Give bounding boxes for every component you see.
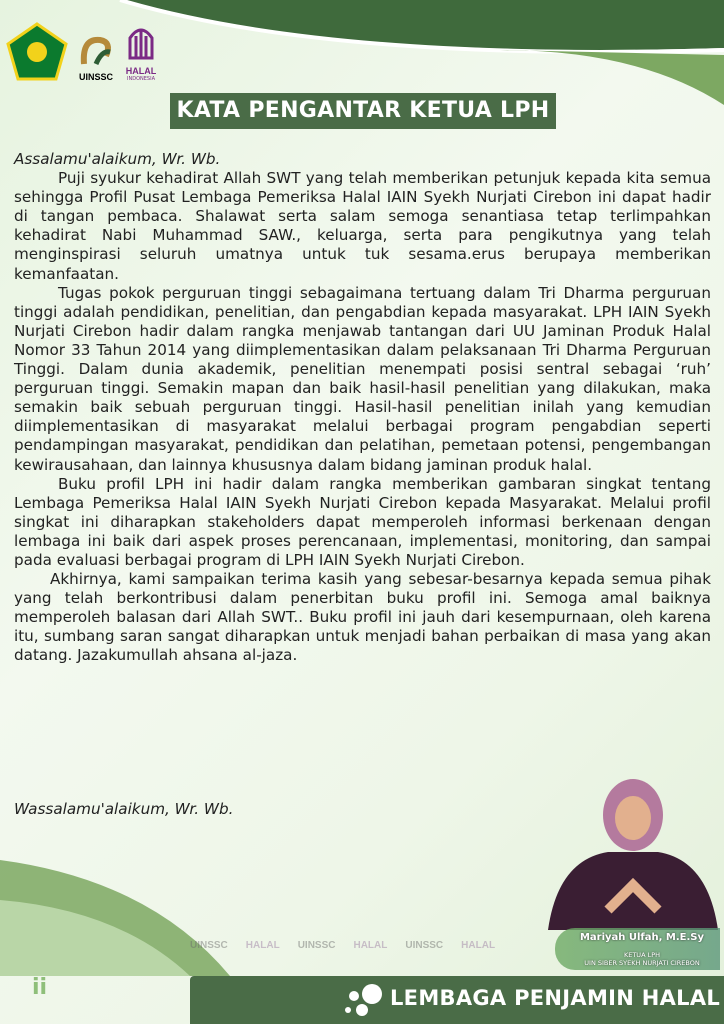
letter-body [14, 150, 711, 666]
signatory-photo [548, 770, 718, 930]
dots-logo-icon [342, 982, 386, 1018]
signatory-name: Mariyah Ulfah, M.E.Sy [579, 932, 705, 943]
page-title: KATA PENGANTAR KETUA LPH [170, 93, 556, 129]
uinssc-logo: UINSSC [76, 30, 116, 82]
closing: Wassalamu'alaikum, Wr. Wb. [14, 800, 234, 818]
paragraph: Buku profil LPH ini hadir dalam rangka memberikan gambaran singkat tentang Lembaga Pemeriksa Halal IAIN Syekh Nurjati Cirebon kepada Masyarakat. Melalui profil singkat ini diharapkan stakeholders dapat memperoleh informasi berkenaan dengan lembaga ini baik dari aspek proses perencanaan, implementasi, monitoring, dan sampai pada evaluasi berbagai program di LPH IAIN Syekh Nurjati Cirebon. [14, 474, 711, 569]
paragraph: Tugas pokok perguruan tinggi sebagaimana tertuang dalam Tri Dharma perguruan tinggi adalah pendidikan, penelitian, dan pengabdian kepada masyarakat. LPH IAIN Syekh Nurjati Cirebon hadir dalam rangka menjawab tantangan dari UU Jaminan Produk Halal Nomor 33 Tahun 2014 yang diimplementasikan dalam pelaksanaan Tri Dharma Perguruan Tinggi. Dalam dunia akademik, penelitian menempati posisi sentral sebagai ‘ruh’ perguruan tinggi. Semakin mapan dan baik hasil-hasil penelitian yang dilakukan, maka semakin baik sebuah perguruan tinggi. Hasil-hasil penelitian inilah yang kemudian diimplementasikan di masyarakat melalui berbagai program pengabdian seperti pendampingan masyarakat, pendidikan dan pelatihan, pemetaan potensi, pengembangan kewirausahaan, dan lainnya khususnya dalam bidang jaminan produk halal. [14, 283, 711, 474]
halal-indonesia-logo: HALAL INDONESIA [124, 24, 158, 82]
header-logos [6, 22, 158, 82]
kemenag-logo [6, 22, 68, 82]
paragraph: Akhirnya, kami sampaikan terima kasih yang sebesar-besarnya kepada semua pihak yang telah berkontribusi dalam penerbitan buku profil ini. Semoga amal baiknya memperoleh balasan dari Allah SWT.. Buku profil ini jauh dari kesempurnaan, oleh karena itu, sumbang saran sangat diharapkan untuk menjadi bahan perbaikan di masa yang akan datang. Jazakumullah ahsana al-jaza. [14, 570, 711, 665]
signatory-role: KETUA LPH UIN SIBER SYEKH NURJATI CIREBON [584, 951, 700, 967]
page-number: ii [32, 975, 48, 1000]
greeting: Assalamu'alaikum, Wr. Wb. [14, 150, 221, 168]
paragraph: Puji syukur kehadirat Allah SWT yang telah memberikan petunjuk kepada kita semua sehingga Profil Pusat Lembaga Pemeriksa Halal IAIN Syekh Nurjati Cirebon ini dapat hadir di tangan pembaca. Shalawat serta salam semoga senantiasa tetap terlimpahkan kehadirat Nabi Muhammad SAW., keluarga, serta para pengikutnya yang telah menginspirasi seluruh umatnya untuk tuk sesama.erus berupaya memberikan kemanfaatan. [14, 169, 711, 283]
watermark-logos: UINSSC HALAL UINSSC HALAL UINSSC HALAL [190, 940, 496, 951]
footer-title: LEMBAGA PENJAMIN HALAL [390, 986, 721, 1010]
